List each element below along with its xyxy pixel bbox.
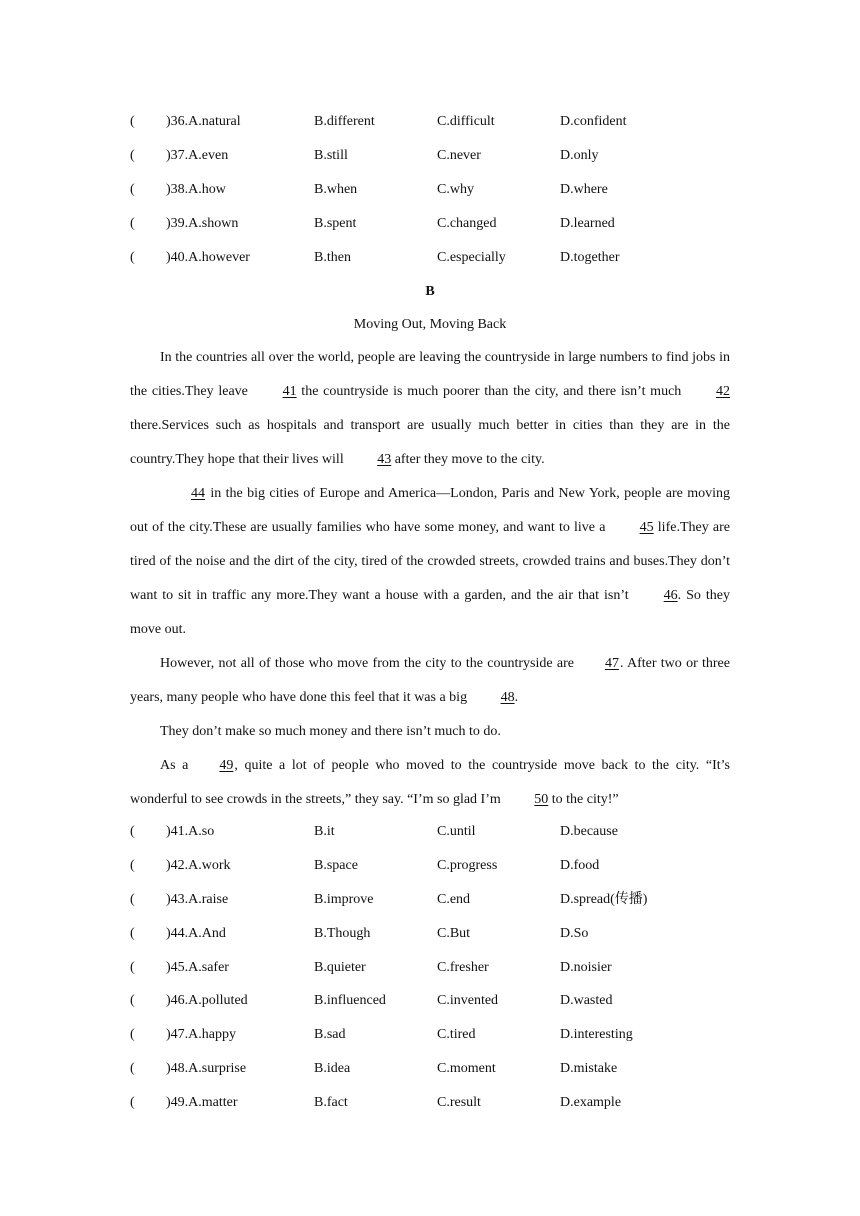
question-row-38 [130,180,730,200]
question-row-45 [130,958,730,978]
passage-text: , quite a lot of people who moved to the countryside move back to the city. “It’s wonderful to see crowds in the streets,” they say. “I’m so glad I’m [130,758,731,807]
blank-44: 44 [191,486,205,501]
passage-text: They don’t make so much money and there isn’t much to do. [160,724,501,739]
blank-41: 41 [282,384,297,399]
passage-text: As a [160,758,189,773]
option-d: D.So [560,926,589,941]
option-a: )39.A.shown [166,216,239,231]
blank-45: 45 [639,520,654,535]
question-row-47 [130,1025,730,1045]
paragraph-2 [130,477,730,647]
answer-paren: ( [130,114,135,129]
option-b: B.improve [314,892,374,907]
option-b: B.still [314,148,348,163]
passage-text: . After two or three years, many people who have done this feel that it was a big [130,656,730,705]
option-c: C.until [437,824,476,839]
answer-paren: ( [130,1027,135,1042]
option-a: )40.A.however [166,250,250,265]
answer-paren: ( [130,926,135,941]
answer-paren: ( [130,960,135,975]
blank-47: 47 [604,656,619,671]
question-row-46 [130,991,730,1011]
answer-paren: ( [130,148,135,163]
option-b: B.when [314,182,358,197]
question-row-37 [130,146,730,166]
question-row-43 [130,890,730,910]
option-a: )36.A.natural [166,114,241,129]
answer-paren: ( [130,182,135,197]
question-row-39 [130,214,730,234]
option-d: D.food [560,858,600,873]
paragraph-5 [130,749,730,817]
question-row-48 [130,1059,730,1079]
option-a: )41.A.so [166,824,215,839]
option-c: C.why [437,182,474,197]
answer-paren: ( [130,1061,135,1076]
passage-title: Moving Out, Moving Back [353,317,507,332]
question-row-49 [130,1093,730,1113]
option-c: C.tired [437,1027,476,1042]
option-c: C.changed [437,216,497,231]
option-c: C.invented [437,993,499,1008]
option-a: )43.A.raise [166,892,229,907]
option-b: B.it [314,824,335,839]
blank-43: 43 [377,452,392,467]
passage-text: in the big cities of Europe and America—London, Paris and New York, people are moving out of the city.These are usually families who have some money, and want to live a [130,486,730,535]
option-d: D.where [560,182,608,197]
answer-paren: ( [130,824,135,839]
option-d: D.example [560,1095,622,1110]
passage-text: . So they move out. [130,588,731,637]
passage-text: . [514,690,519,705]
option-c: C.progress [437,858,498,873]
option-b: B.Though [314,926,371,941]
option-a: )42.A.work [166,858,231,873]
passage-text: there.Services such as hospitals and transport are usually much better in cities than they are in the country.They hope that their lives will [130,418,730,467]
option-c: C.result [437,1095,481,1110]
passage-text: to the city!” [548,792,619,807]
option-b: B.then [314,250,351,265]
paragraph-3 [130,647,730,715]
option-c: C.especially [437,250,506,265]
option-d: D.spread(传播) [560,892,648,907]
blank-50: 50 [534,792,549,807]
answer-paren: ( [130,1095,135,1110]
option-c: C.But [437,926,471,941]
option-a: )47.A.happy [166,1027,236,1042]
option-c: C.fresher [437,960,489,975]
option-b: B.fact [314,1095,348,1110]
option-b: B.space [314,858,358,873]
option-d: D.mistake [560,1061,618,1076]
option-d: D.interesting [560,1027,633,1042]
option-b: B.spent [314,216,357,231]
answer-paren: ( [130,993,135,1008]
option-b: B.sad [314,1027,346,1042]
option-a: )49.A.matter [166,1095,238,1110]
passage [130,341,730,817]
passage-text: the countryside is much poorer than the city, and there isn’t much [296,384,686,399]
option-a: )46.A.polluted [166,993,248,1008]
blank-46: 46 [663,588,678,603]
question-row-41 [130,822,730,842]
option-c: C.never [437,148,481,163]
paragraph-4 [130,715,730,749]
option-d: D.learned [560,216,615,231]
option-a: )38.A.how [166,182,226,197]
answer-paren: ( [130,216,135,231]
option-a: )37.A.even [166,148,229,163]
option-d: D.together [560,250,620,265]
option-d: D.only [560,148,599,163]
passage-text: after they move to the city. [391,452,545,467]
blank-42: 42 [716,384,730,399]
option-c: C.end [437,892,471,907]
answer-paren: ( [130,892,135,907]
section-letter: B [425,284,435,299]
option-b: B.influenced [314,993,386,1008]
option-c: C.difficult [437,114,495,129]
passage-text: life.They are tired of the noise and the dirt of the city, tired of the crowded streets, crowded trains and buses.They don’t want to sit in traffic any more.They want a house with a garden, and the air that isn’t [130,520,730,603]
option-d: D.confident [560,114,627,129]
answer-paren: ( [130,858,135,873]
option-a: )44.A.And [166,926,226,941]
paragraph-1 [130,341,730,477]
option-d: D.because [560,824,618,839]
option-d: D.noisier [560,960,612,975]
blank-48: 48 [500,690,515,705]
option-b: B.different [314,114,375,129]
passage-text: In the countries all over the world, people are leaving the countryside in large numbers to find jobs in the cities.They leave [130,350,730,399]
option-b: B.idea [314,1061,351,1076]
option-c: C.moment [437,1061,496,1076]
blank-49: 49 [219,758,234,773]
option-b: B.quieter [314,960,366,975]
option-d: D.wasted [560,993,613,1008]
passage-text: However, not all of those who move from the city to the countryside are [160,656,574,671]
question-row-36 [130,112,730,132]
question-row-44 [130,924,730,944]
question-row-42 [130,856,730,876]
option-a: )48.A.surprise [166,1061,247,1076]
answer-paren: ( [130,250,135,265]
option-a: )45.A.safer [166,960,229,975]
question-row-40 [130,248,730,268]
